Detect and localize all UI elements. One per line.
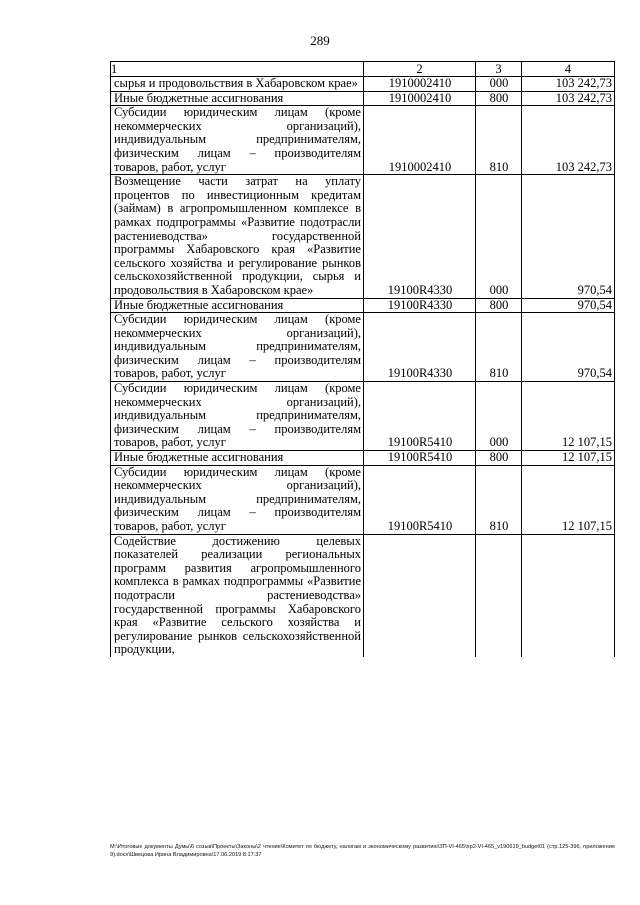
row-name: Содействие достижению целевых показателей реализации региональных программ развития агропромышленного комплекса в рамках подпрограммы «Развитие подотрасли растениеводства» государственной программы Хабаровского края «Развитие сельского хозяйства и регулирование рынков сельскохозяйственной продукции, [111,534,364,657]
row-name: Субсидии юридическим лицам (кроме некоммерческих организаций), индивидуальным предпринимателям, физическим лицам – производителям товаров, работ, услуг [111,106,364,175]
row-amount: 103 242,73 [522,77,615,92]
table-row [111,534,615,657]
table-row [111,175,615,298]
page-number: 289 [310,33,330,48]
row-amount: 12 107,15 [522,382,615,451]
header-cell: 3 [476,62,522,77]
row-code: 19100R5410 [364,451,476,466]
row-code [364,534,476,657]
table-row [111,77,615,92]
row-type: 800 [476,91,522,106]
row-code: 19100R4330 [364,175,476,298]
row-code: 19100R4330 [364,313,476,382]
row-type: 000 [476,77,522,92]
row-name: Иные бюджетные ассигнования [111,451,364,466]
table-row [111,382,615,451]
budget-table [110,61,615,657]
row-amount: 103 242,73 [522,106,615,175]
row-type [476,534,522,657]
row-amount: 970,54 [522,298,615,313]
row-amount: 970,54 [522,175,615,298]
row-type: 800 [476,451,522,466]
row-name: Иные бюджетные ассигнования [111,91,364,106]
header-cell: 4 [522,62,615,77]
table-row [111,465,615,534]
table-row [111,91,615,106]
row-type: 000 [476,175,522,298]
table-header-row [111,62,615,77]
document-path-footer: M:\Итоговые документы Думы\6 созыв\Проекты\Законы\2 чтение\Комитет по бюджету, налогам и экономическому развитию\ЗП-VI-465\пр2-VI-465_v190619_budget01 (стр.125-396, приложение 9).docx\Швецова Ирина Владимировна\17.06.2019 8:17:37 [110,844,615,858]
row-amount [522,534,615,657]
row-amount: 12 107,15 [522,451,615,466]
row-name: Субсидии юридическим лицам (кроме некоммерческих организаций), индивидуальным предпринимателям, физическим лицам – производителям товаров, работ, услуг [111,382,364,451]
row-code: 1910002410 [364,106,476,175]
row-amount: 103 242,73 [522,91,615,106]
row-name: сырья и продовольствия в Хабаровском крае» [111,77,364,92]
row-type: 810 [476,106,522,175]
row-code: 19100R5410 [364,465,476,534]
table-row [111,298,615,313]
row-type: 810 [476,465,522,534]
row-code: 1910002410 [364,77,476,92]
table-row [111,106,615,175]
row-type: 000 [476,382,522,451]
row-name: Субсидии юридическим лицам (кроме некоммерческих организаций), индивидуальным предпринимателям, физическим лицам – производителям товаров, работ, услуг [111,313,364,382]
row-amount: 12 107,15 [522,465,615,534]
row-code: 19100R4330 [364,298,476,313]
row-code: 19100R5410 [364,382,476,451]
row-name: Субсидии юридическим лицам (кроме некоммерческих организаций), индивидуальным предпринимателям, физическим лицам – производителям товаров, работ, услуг [111,465,364,534]
table-row [111,451,615,466]
row-name: Возмещение части затрат на уплату процентов по инвестиционным кредитам (займам) в агропромышленном комплексе в рамках подпрограммы «Развитие подотрасли растениеводства» государственной программы Хабаровского края «Развитие сельского хозяйства и регулирование рынков сельскохозяйственной продукции, сырья и продовольствия в Хабаровском крае» [111,175,364,298]
row-type: 810 [476,313,522,382]
row-type: 800 [476,298,522,313]
row-amount: 970,54 [522,313,615,382]
table-row [111,313,615,382]
header-cell: 1 [111,62,364,77]
row-code: 1910002410 [364,91,476,106]
row-name: Иные бюджетные ассигнования [111,298,364,313]
header-cell: 2 [364,62,476,77]
